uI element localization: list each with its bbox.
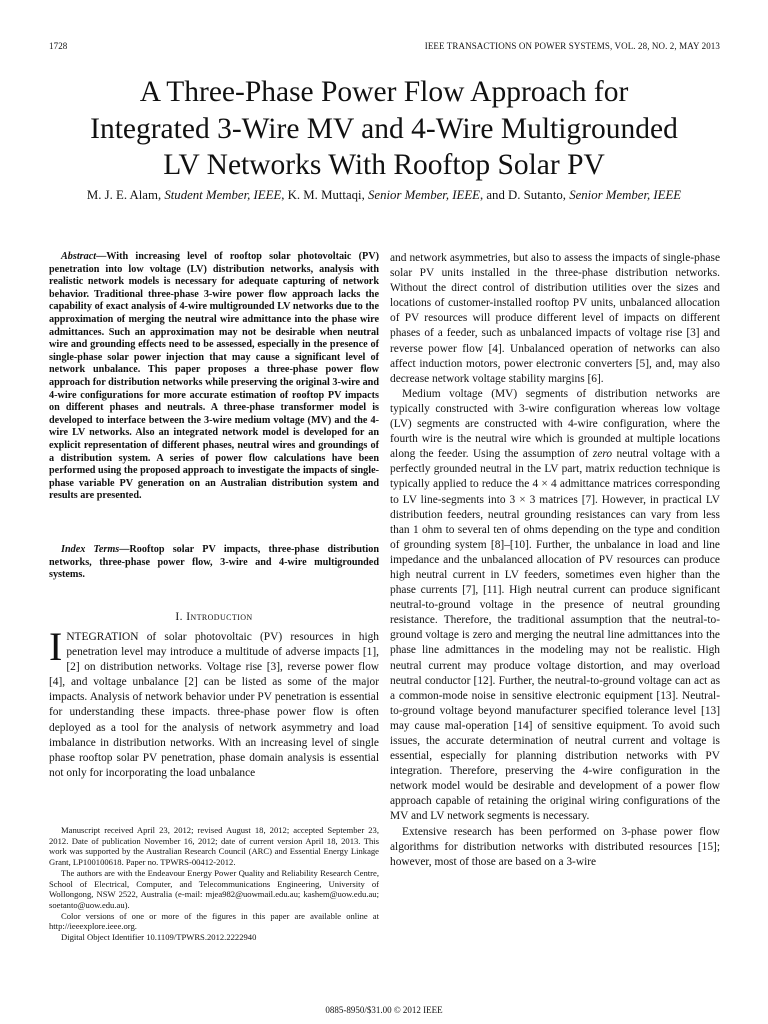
footnote-doi: Digital Object Identifier 10.1109/TPWRS.2012.2222940 <box>61 932 257 943</box>
abstract-text: —With increasing level of rooftop solar photovoltaic (PV) penetration into low voltage (LV) distribution networks, analysis with realistic network models is necessary for adequate capturing of network behavior. Traditional three-phase 3-wire power flow approach lacks the capability of exact analysis of 4-wire multigrounded LV networks due to the approximation of merging the neutral wire admittance into the phase wire admittances. Such an approximation may not be desirable when neutral wire and grounding effects need to be assessed, especially in the presence of single-phase solar power injection that may cause a significant level of network unbalance. This paper proposes a three-phase power flow approach for distribution networks while preserving the original 3-wire and 4-wire configurations for more accurate estimation of rooftop PV impacts on different phases and neutrals. A three-phase transformer model is developed to interface between the 3-wire medium voltage (MV) and the 4-wire LV networks. Also an integrated network model is developed for an explicit representation of different phases, neutral wires and groundings of a distribution system. A series of power flow calculations have been performed using the proposed approach to investigate the impacts of single-phase variable PV generation on an Australian distribution system and results are presented. <box>49 251 379 502</box>
title-line-2: Integrated 3-Wire MV and 4-Wire Multigrounded <box>90 112 678 145</box>
abstract-label: Abstract <box>61 251 97 262</box>
author-1-role: Student Member, IEEE <box>164 188 282 202</box>
page-number: 1728 <box>49 41 68 51</box>
author-2-name: , K. M. Muttaqi, <box>281 188 369 202</box>
right-column <box>390 251 720 870</box>
footnote-affiliation: The authors are with the Endeavour Energy Power Quality and Reliability Research Centre, School of Electrical, Computer, and Telecommunications Engineering, University of Wollongong, NSW 2522, Australia (e-mail: mjea982@uowmail.edu.au; kashem@uow.edu.au; soetanto@uow.edu.au). <box>49 867 379 910</box>
author-3-name: , and D. Sutanto, <box>479 188 570 202</box>
author-3-role: Senior Member, IEEE <box>569 188 682 202</box>
section-title: Introduction <box>186 611 253 623</box>
section-number: I. <box>175 611 187 623</box>
index-terms-label: Index Terms <box>61 544 120 555</box>
right-paragraph-3: Extensive research has been performed on 3-phase power flow algorithms for distribution networks with distributed resources [15]; however, most of those are based on a 3-wire <box>390 825 720 868</box>
abstract <box>49 251 379 503</box>
title-line-3: LV Networks With Rooftop Solar PV <box>163 149 605 181</box>
right-paragraph-2-italic: zero <box>592 448 613 461</box>
section-heading <box>49 611 379 623</box>
index-terms <box>49 544 379 582</box>
right-paragraph-2-b: neutral voltage with a perfectly grounded neutral in the LV part, matrix reduction technique is typically applied to reduce the 4 × 4 admittance matrices corresponding to LV line-segments into 3 × 3 matrices [7]. However, in practical LV distribution feeders, neutral grounding resistances can vary from less than 1 ohm to several ten of ohms depending on the type and condition of grounding system [8]–[10]. Further, the unbalance in load and line impedance and the unbalanced allocation of PV resources can produce high neutral current in LV feeders, sometimes even higher than the phase currents [7], [11]. High neutral current can produce significant neutral-to-ground voltage in the presence of neutral grounding resistance. Therefore, the traditional assumption that the neutral-to-ground voltage is zero and merging the neutral line admittances into the phase line admittances in the modeling may not be realistic. High neutral current may produce voltage distortion, and may overload neutral conductor [12]. Further, the neutral-to-ground voltage can act as a common-mode noise in sensitive electronic equipment [13]. Neutral-to-ground voltage beyond manufacturer specified tolerance level [13] may cause mal-operation [14] of sensitive equipment. To avoid such issues, the accurate determination of neutral current and voltage is essential, especially for planning distribution networks with PV integration. Therefore, preserving the 4-wire configuration in the network model would be desirable and development of a power flow approach capable of retaining the original wiring configurations of the MV and LV network segments is necessary. <box>390 448 720 823</box>
introduction-paragraph: NTEGRATION of solar photovoltaic (PV) resources in high penetration level may introduce a multitude of adverse impacts [1], [2] on distribution networks. Voltage rise [3], reverse power flow [4], and voltage unbalance [2] can be listed as some of the major impacts. Analysis of network behavior under PV penetration is essential for understanding these impacts. three-phase power flow is often deployed as a tool for the analysis of network asymmetry and load imbalance in distribution networks. With an increasing level of single phase rooftop solar PV penetration, phase domain analysis is essential not only for incorporating the load unbalance <box>49 631 379 779</box>
author-1-name: M. J. E. Alam, <box>86 188 165 202</box>
footnote-color: Color versions of one or more of the figures in this paper are available online at http://ieeexplore.ieee.org. <box>49 910 379 932</box>
author-2-role: Senior Member, IEEE <box>368 188 480 202</box>
journal-running-header: IEEE TRANSACTIONS ON POWER SYSTEMS, VOL. 28, NO. 2, MAY 2013 <box>424 41 720 51</box>
first-page-footnote <box>49 825 379 943</box>
drop-cap: I <box>49 624 63 669</box>
right-paragraph-1: and network asymmetries, but also to assess the impacts of single-phase solar PV units installed in the three-phase distribution networks. Without the direct control of distribution utilities over the sizes and locations of customer-installed rooftop PV units, unbalanced allocation of PV resources will produce different level of impacts on different phases of a feeder, such as unbalanced impacts of voltage rise [3] and reverse power flow [4]. Unbalanced operation of networks can also affect induction motors, power electronic converters [5], and, may also decrease network voltage stability margins [6]. <box>390 252 720 385</box>
copyright-footer: 0885-8950/$31.00 © 2012 IEEE <box>325 1005 443 1015</box>
paper-title <box>40 74 728 184</box>
title-line-1: A Three-Phase Power Flow Approach for <box>139 76 629 108</box>
footnote-manuscript: Manuscript received April 23, 2012; revised August 18, 2012; accepted September 23, 2012. Date of publication November 16, 2012; date of current version April 18, 2013. This work was supported by the Australian Research Council (ARC) and Essential Energy Linkage Grant, LP100100618. Paper no. TPWRS-00412-2012. <box>49 825 379 868</box>
index-terms-text: —Rooftop solar PV impacts, three-phase distribution networks, three-phase power flow, 3-wire and 4-wire multigrounded systems. <box>49 544 379 581</box>
author-line <box>30 188 738 203</box>
introduction-text <box>49 624 379 781</box>
right-paragraph-2 <box>390 387 720 825</box>
right-paragraph-2-a: Medium voltage (MV) segments of distribution networks are typically constructed with 3-wire configuration whereas low voltage (LV) segments are constructed with 4-wire configuration, where the fourth wire is the neutral wire which is grounded at multiple locations along the feeder. Using the assumption of <box>390 387 720 461</box>
